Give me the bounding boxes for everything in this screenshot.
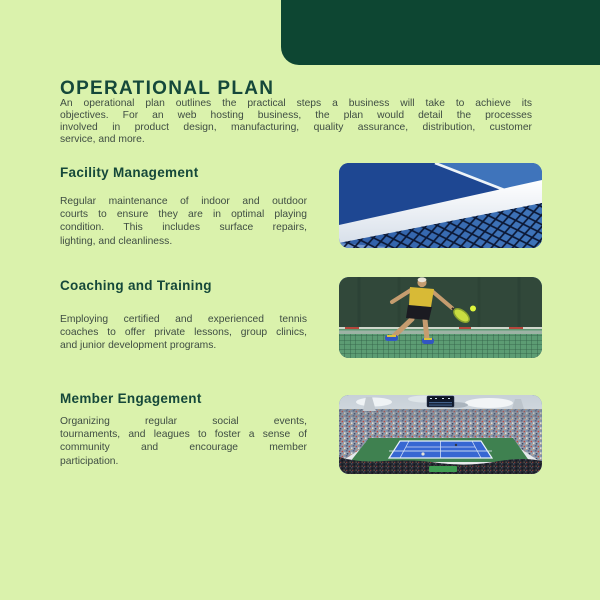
body-line: Employing certified and experienced tennis (60, 314, 307, 325)
body-line: community and encourage member (60, 442, 307, 454)
decorative-corner-block (281, 0, 600, 65)
intro-line: involved in product design, manufacturing, quality assurance, distribution, customer (60, 122, 532, 134)
body-line: lighting, and cleanliness. (60, 235, 173, 247)
section-body-facility-management (60, 195, 307, 248)
tennis-ball (470, 306, 476, 312)
intro-line: An operational plan outlines the practical steps a business will take to achieve its (60, 98, 532, 109)
player-dot (421, 452, 424, 455)
coaching-image-tennis-player (339, 277, 542, 358)
body-line: and junior development programs. (60, 340, 217, 352)
page-title: OPERATIONAL PLAN (60, 78, 275, 99)
section-body-coaching-and-training (60, 313, 307, 353)
section-heading-member-engagement: Member Engagement (60, 391, 202, 406)
body-line: Regular maintenance of indoor and outdoor (60, 196, 307, 207)
section-heading-coaching-and-training: Coaching and Training (60, 278, 212, 293)
section-heading-facility-management: Facility Management (60, 165, 199, 180)
tennis-player-forehand-photo (339, 277, 542, 358)
facility-image-tennis-net-closeup (339, 163, 542, 248)
body-line: participation. (60, 455, 119, 467)
section-body-member-engagement (60, 415, 307, 468)
tennis-stadium-crowd-photo (339, 395, 542, 474)
body-line: tournaments, and leagues to foster a sense of (60, 429, 307, 441)
tennis-net-closeup-photo (339, 163, 542, 248)
body-line: condition. This includes surface repairs, (60, 222, 307, 234)
player-dot (455, 444, 457, 446)
body-line: Organizing regular social events, (60, 416, 307, 427)
engagement-image-tennis-stadium (339, 395, 542, 474)
intro-line: service, and more. (60, 134, 145, 146)
intro-paragraph (60, 98, 532, 146)
body-line: coaches to offer private lessons, group clinics, (60, 327, 307, 339)
intro-line: objectives. For an web hosting business, the plan would detail the processes (60, 110, 532, 122)
body-line: courts to ensure they are in optimal playing (60, 209, 307, 221)
